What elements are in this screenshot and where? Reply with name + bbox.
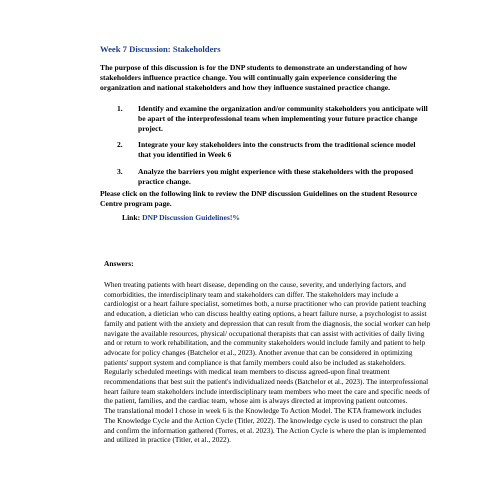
- link-label: Link:: [122, 213, 141, 222]
- task-number: 3.: [117, 166, 123, 176]
- task-text: Integrate your key stakeholders into the constructs from the traditional science model that you identified in Week 6: [138, 140, 416, 160]
- discussion-title: Week 7 Discussion: Stakeholders: [100, 44, 221, 54]
- task-list: [117, 104, 430, 194]
- task-item: [117, 140, 430, 160]
- task-number: 2.: [117, 140, 123, 150]
- answer-paragraph: The translational model I chose in week 6 is the Knowledge To Action Model. The KTA framework includes The Knowledge Cycle and the Action Cycle (Titler, 2022). The knowledge cycle is used to construct the plan and confirm the information gathered (Torres, et al. 2023). The Action Cycle is where the plan is implemented and utilized in practice (Titler, et al., 2022).: [104, 406, 426, 445]
- task-number: 1.: [117, 104, 123, 113]
- task-item: [117, 104, 430, 133]
- task-text: Identify and examine the organization and/or community stakeholders you anticipate will be apart of the interprofessional team when implementing your future practice change project.: [138, 104, 428, 133]
- answer-paragraph: When treating patients with heart disease, depending on the cause, severity, and underlying factors, and comorbidities, the interdisciplinary team and stakeholders can differ. The stakeholders may include a cardiologist or a heart failure specialist, sometimes both, a nurse practitioner who can provide patient teaching and education, a dietician who can discuss healthy eating options, a heart failure nurse, a psychologist to assist family and patient with the anxiety and depression that can result from the diagnosis, the social worker can help navigate the available resources, physical/ occupational therapists that can assist with activities of daily living and or return to work rehabilitation, and the community stakeholders would include family and patient to help advocate for policy changes (Batchelor et al., 2023). Another avenue that can be considered in optimizing patients' support system and compliance is that family members could also be included as stakeholders. Regularly scheduled meetings with medical team members to discuss agreed-upon final treatment recommendations that best suit the patient's individualized needs (Batchelor et al., 2023). The interprofessional heart failure team stakeholders include interdisciplinary team members who meet the care and specific needs of the patient, families, and the cardiac team, whose aim is always directed at improving patient outcomes.: [104, 280, 431, 406]
- task-item: [117, 167, 430, 187]
- answer-body: [104, 280, 434, 445]
- purpose-paragraph: The purpose of this discussion is for the DNP students to demonstrate an understanding of how stakeholders influence practice change. You will continually gain experience considering the organization and national stakeholders and how they influence sustained practice change.: [100, 63, 408, 92]
- task-text: Analyze the barriers you might experience with these stakeholders with the proposed practice change.: [138, 166, 414, 186]
- answers-heading: Answers:: [104, 259, 134, 268]
- guidelines-link[interactable]: DNP Discussion Guidelines!%: [142, 213, 240, 222]
- review-instructions: Please click on the following link to review the DNP discussion Guidelines on the student Resource Centre program page.: [100, 189, 418, 208]
- link-line: [122, 213, 240, 222]
